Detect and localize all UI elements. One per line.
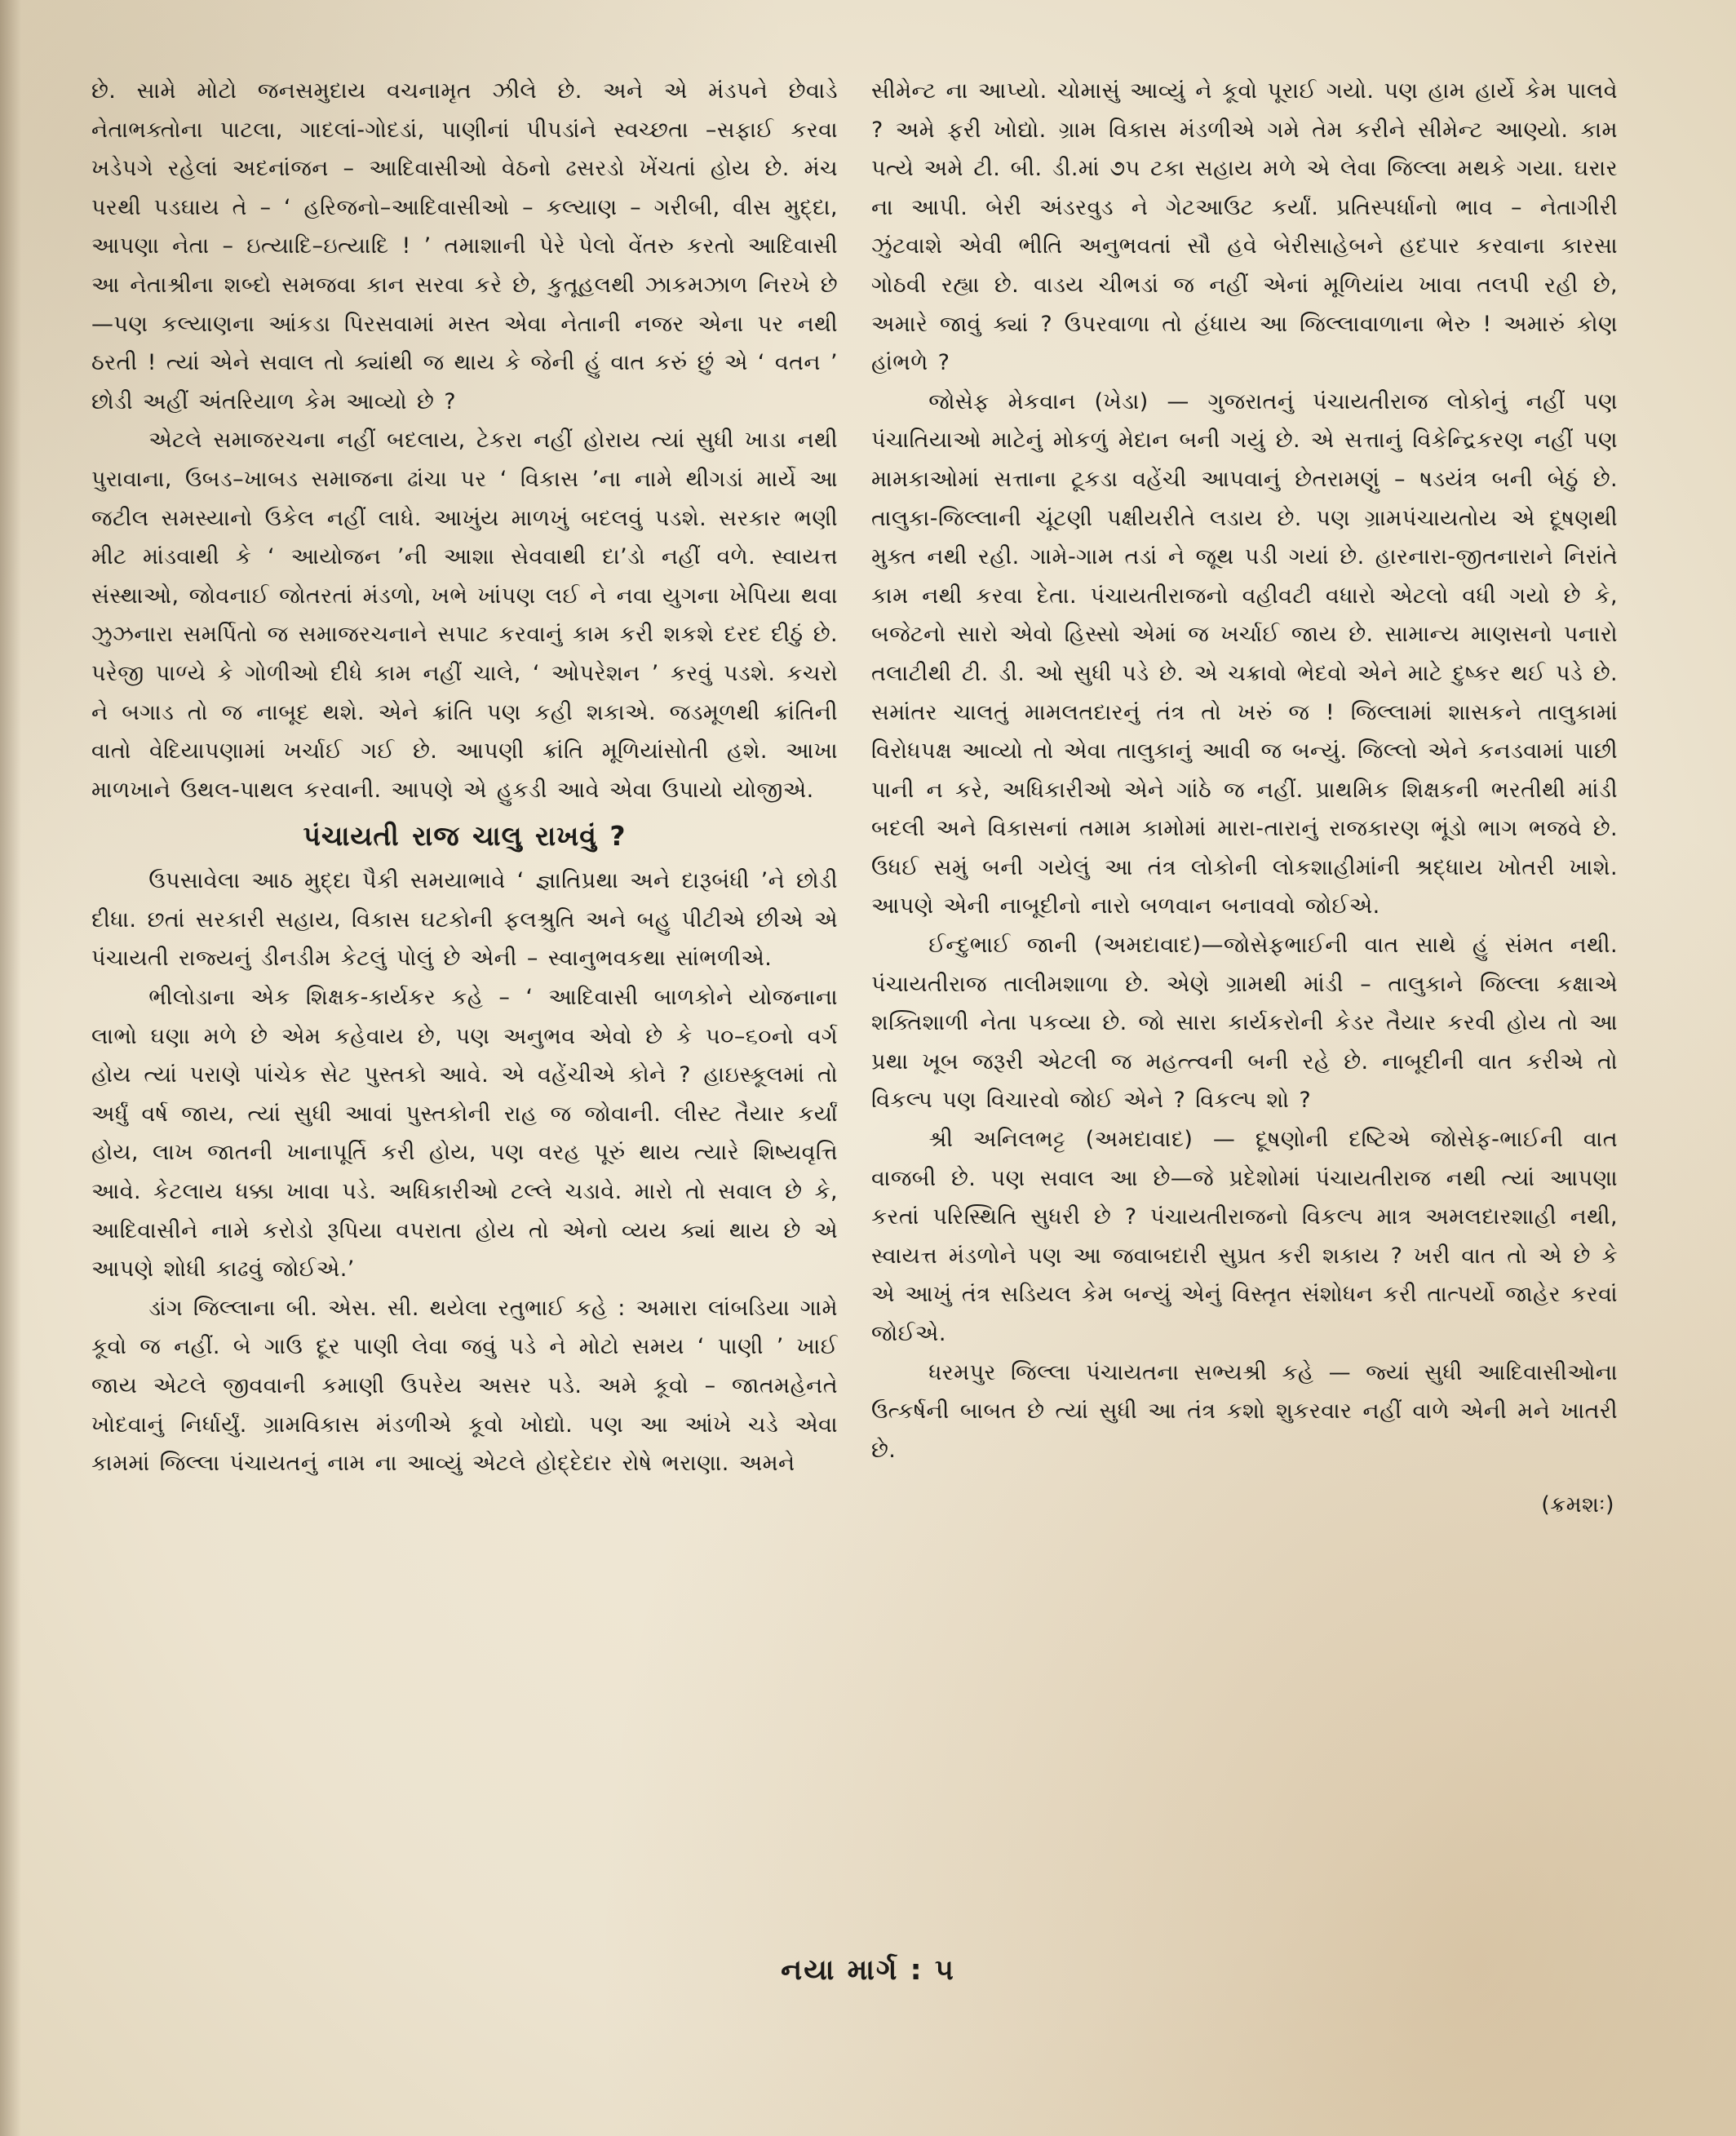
left-paragraph-1: છે. સામે મોટો જનસમુદાય વચનામૃત ઝીલે છે. અને એ મંડપને છેવાડે નેતાભક્તોના પાટલા, ગાદલાં-ગોદડાં, પાણીનાં પીપડાંને સ્વચ્છતા –સફાઈ કરવા ખડેપગે રહેલાં અદનાંજન – આદિવાસીઓ વેઠનો ઢસરડો ખેંચતાં હોય છે. મંચ પરથી પડઘાય તે – ‘ હરિજનો–આદિવાસીઓ – કલ્યાણ – ગરીબી, વીસ મુદ્દા, આપણા નેતા – ઇત્યાદિ–ઇત્યાદિ ! ’ તમાશાની પેરે પેલો વેંતરુ કરતો આદિવાસી આ નેતાશ્રીના શબ્દો સમજવા કાન સરવા કરે છે, કુતૂહલથી ઝાકમઝાળ નિરખે છે—પણ કલ્યાણના આંકડા પિરસવામાં મસ્ત એવા નેતાની નજર એના પર નથી ઠરતી ! ત્યાં એને સવાલ તો ક્યાંથી જ થાય કે જેની હું વાત કરું છું એ ‘ વતન ’ છોડી અહીં અંતરિયાળ કેમ આવ્યો છે ?: [91, 78, 838, 414]
continued-marker: (ક્રમશઃ): [1541, 1492, 1614, 1518]
right-paragraph-2: જોસેફ મેકવાન (ખેડા) — ગુજરાતનું પંચાયતીરાજ લોકોનું નહીં પણ પંચાતિયાઓ માટેનું મોકળું મેદાન બની ગયું છે. એ સત્તાનું વિકેન્દ્રિકરણ નહીં પણ મામકાઓમાં સત્તાના ટૂકડા વહેંચી આપવાનું છેતરામણું – ષડયંત્ર બની બેઠું છે. તાલુકા-જિલ્લાની ચૂંટણી પક્ષીયરીતે લડાય છે. પણ ગ્રામપંચાયતોય એ દૂષણથી મુક્ત નથી રહી. ગામે-ગામ તડાં ને જૂથ પડી ગયાં છે. હારનારા-જીતનારાને નિરાંતે કામ નથી કરવા દેતા. પંચાયતીરાજનો વહીવટી વધારો એટલો વધી ગયો છે કે, બજેટનો સારો એવો હિસ્સો એમાં જ ખર્ચાઈ જાય છે. સામાન્ય માણસનો પનારો તલાટીથી ટી. ડી. ઓ સુધી પડે છે. એ ચક્રાવો ભેદવો એને માટે દુષ્કર થઈ પડે છે. સમાંતર ચાલતું મામલતદારનું તંત્ર તો ખરું જ ! જિલ્લામાં શાસકને તાલુકામાં વિરોધપક્ષ આવ્યો તો એવા તાલુકાનું આવી જ બન્યું. જિલ્લો એને કનડવામાં પાછી પાની ન કરે, અધિકારીઓ એને ગાંઠે જ નહીં. પ્રાથમિક શિક્ષકની ભરતીથી માંડી બદલી અને વિકાસનાં તમામ કામોમાં મારા-તારાનું રાજકારણ ભૂંડો ભાગ ભજવે છે. ઉધઈ સમું બની ગયેલું આ તંત્ર લોકોની લોકશાહીમાંની શ્રદ્ધાય ખોતરી ખાશે. આપણે એની નાબૂદીનો નારો બળવાન બનાવવો જોઈએ.: [871, 388, 1618, 920]
section-heading: પંચાયતી રાજ ચાલુ રાખવું ?: [303, 820, 627, 853]
right-paragraph-3: ઈન્દુભાઈ જાની (અમદાવાદ)—જોસેફભાઈની વાત સાથે હું સંમત નથી. પંચાયતીરાજ તાલીમશાળા છે. એણે ગ્રામથી માંડી – તાલુકાને જિલ્લા કક્ષાએ શક્તિશાળી નેતા પકવ્યા છે. જો સારા કાર્યકરોની કેડર તૈયાર કરવી હોય તો આ પ્રથા ખૂબ જરૂરી એટલી જ મહત્ત્વની બની રહે છે. નાબૂદીની વાત કરીએ તો વિકલ્પ પણ વિચારવો જોઈ એને ? વિકલ્પ શો ?: [871, 933, 1618, 1114]
right-paragraph-5: ધરમપુર જિલ્લા પંચાયતના સભ્યશ્રી કહે — જ્યાં સુધી આદિવાસીઓના ઉત્કર્ષની બાબત છે ત્યાં સુધી આ તંત્ર કશો શુકરવાર નહીં વાળે એની મને ખાતરી છે.: [871, 1359, 1618, 1463]
right-paragraph-4: શ્રી અનિલભટ્ટ (અમદાવાદ) — દૂષણોની દષ્ટિએ જોસેફ-ભાઈની વાત વાજબી છે. પણ સવાલ આ છે—જે પ્રદેશોમાં પંચાયતીરાજ નથી ત્યાં આપણા કરતાં પરિસ્થિતિ સુધરી છે ? પંચાયતીરાજનો વિકલ્પ માત્ર અમલદારશાહી નથી, સ્વાયત્ત મંડળોને પણ આ જવાબદારી સુપ્રત કરી શકાય ? ખરી વાત તો એ છે કે એ આખું તંત્ર સડિયલ કેમ બન્યું એનું વિસ્તૃત સંશોધન કરી તાત્પર્યો જાહેર કરવાં જોઈએ.: [871, 1127, 1618, 1346]
left-column: [91, 72, 838, 1483]
left-paragraph-5: ડાંગ જિલ્લાના બી. એસ. સી. થયેલા રતુભાઈ કહે : અમારા લાંબડિયા ગામે કૂવો જ નહીં. બે ગાઉ દૂર પાણી લેવા જવું પડે ને મોટો સમય ‘ પાણી ’ ખાઈ જાય એટલે જીવવાની કમાણી ઉપરેય અસર પડે. અમે કૂવો – જાતમહેનતે ખોદવાનું નિર્ધાર્યું. ગ્રામવિકાસ મંડળીએ કૂવો ખોદ્યો. પણ આ આંખે ચડે એવા કામમાં જિલ્લા પંચાયતનું નામ ના આવ્યું એટલે હોદ્દેદાર રોષે ભરાણા. અમને: [91, 1295, 838, 1477]
left-paragraph-3: ઉપસાવેલા આઠ મુદ્દા પૈકી સમયાભાવે ‘ જ્ઞાતિપ્રથા અને દારૂબંધી ’ને છોડી દીધા. છતાં સરકારી સહાય, વિકાસ ઘટકોની ફલશ્રુતિ અને બહુ પીટીએ છીએ એ પંચાયતી રાજ્યનું ડીનડીમ કેટલું પોલું છે એની – સ્વાનુભવકથા સાંભળીએ.: [91, 868, 838, 972]
right-column: [871, 72, 1618, 1525]
page-footer: નયા માર્ગ : ૫: [781, 1954, 955, 1987]
left-paragraph-2: એટલે સમાજરચના નહીં બદલાય, ટેકરા નહીં હોરાય ત્યાં સુધી ખાડા નથી પુરાવાના, ઉબડ–ખાબડ સમાજના ઢાંચા પર ‘ વિકાસ ’ના નામે થીગડાં માર્યે આ જટીલ સમસ્યાનો ઉકેલ નહીં લાધે. આખુંય માળખું બદલવું પડશે. સરકાર ભણી મીટ માંડવાથી કે ‘ આયોજન ’ની આશા સેવવાથી દા’ડો નહીં વળે. સ્વાયત્ત સંસ્થાઓ, જોવનાઈ જોતરતાં મંડળો, ખભે ખાંપણ લઈ ને નવા યુગના ખેપિયા થવા ઝુઝનારા સમર્પિતો જ સમાજરચનાને સપાટ કરવાનું કામ કરી શકશે દરદ દીઠું છે. પરેજી પાળ્યે કે ગોળીઓ દીધે કામ નહીં ચાલે, ‘ ઓપરેશન ’ કરવું પડશે. કચરો ને બગાડ તો જ નાબૂદ થશે. એને ક્રાંતિ પણ કહી શકાએ. જડમૂળથી ક્રાંતિની વાતો વેદિયાપણામાં ખર્ચાઈ ગઈ છે. આપણી ક્રાંતિ મૂળિયાંસોતી હશે. આખા માળખાને ઉથલ-પાથલ કરવાની. આપણે એ હુકડી આવે એવા ઉપાયો યોજીએ.: [91, 428, 838, 803]
right-paragraph-1: સીમેન્ટ ના આપ્યો. ચોમાસું આવ્યું ને કૂવો પૂરાઈ ગયો. પણ હામ હાર્યે કેમ પાલવે ? અમે ફરી ખોદ્યો. ગ્રામ વિકાસ મંડળીએ ગમે તેમ કરીને સીમેન્ટ આણ્યો. કામ પત્યે અમે ટી. બી. ડી.માં ૭૫ ટકા સહાય મળે એ લેવા જિલ્લા મથકે ગયા. ઘરાર ના આપી. બેરી અંડરવુડ ને ગેટઆઉટ કર્યાં. પ્રતિસ્પર્ધાનો ભાવ – નેતાગીરી ઝુંટવાશે એવી ભીતિ અનુભવતાં સૌ હવે બેરીસાહેબને હદપાર કરવાના કારસા ગોઠવી રહ્યા છે. વાડય ચીભડાં જ નહીં એનાં મૂળિયાંય ખાવા તલપી રહી છે, અમારે જાવું ક્યાં ? ઉપરવાળા તો હંધાય આ જિલ્લાવાળાના ભેરુ ! અમારું કોણ હાંભળે ?: [871, 78, 1618, 376]
left-paragraph-4: ભીલોડાના એક શિક્ષક-કાર્યકર કહે – ‘ આદિવાસી બાળકોને યોજનાના લાભો ઘણા મળે છે એમ કહેવાય છે, પણ અનુભવ એવો છે કે ૫૦–૬૦નો વર્ગ હોય ત્યાં પરાણે પાંચેક સેટ પુસ્તકો આવે. એ વહેંચીએ કોને ? હાઇસ્કૂલમાં તો અર્ધું વર્ષ જાય, ત્યાં સુધી આવાં પુસ્તકોની રાહ જ જોવાની. લીસ્ટ તૈયાર કર્યાં હોય, લાખ જાતની ખાનાપૂર્તિ કરી હોય, પણ વરહ પૂરું થાય ત્યારે શિષ્યવૃત્તિ આવે. કેટલાય ધક્કા ખાવા પડે. અધિકારીઓ ટલ્લે ચડાવે. મારો તો સવાલ છે કે, આદિવાસીને નામે કરોડો રૂપિયા વપરાતા હોય તો એનો વ્યય ક્યાં થાય છે એ આપણે શોધી કાઢવું જોઈએ.’: [91, 985, 838, 1283]
scan-binding-shadow: [0, 0, 21, 2136]
